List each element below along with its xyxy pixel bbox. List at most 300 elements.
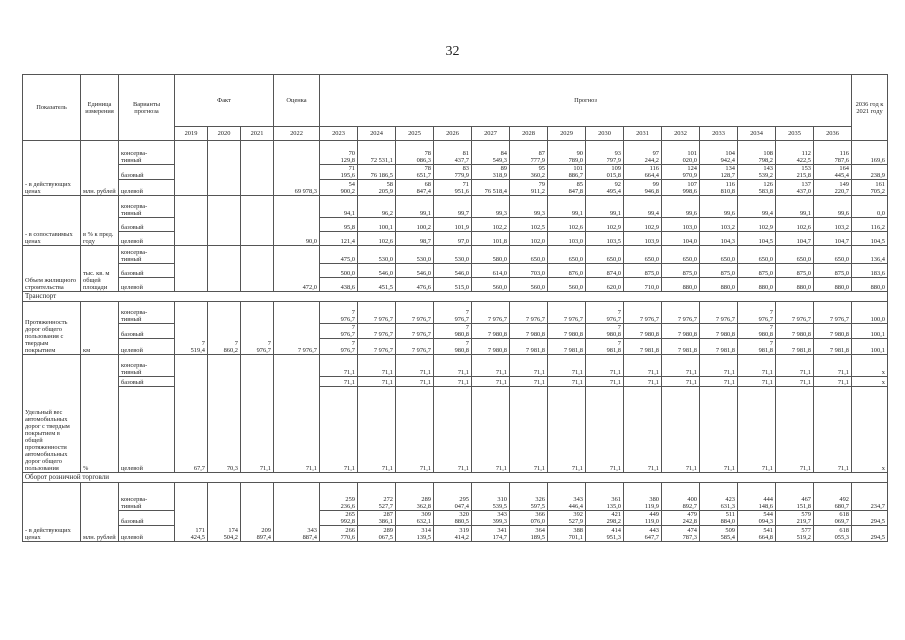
value-cell: 71,1 — [586, 387, 624, 473]
value-cell: 124 970,9 — [662, 165, 700, 180]
value-cell: 238,9 — [852, 165, 888, 180]
value-cell: 7 980,8 — [738, 324, 776, 339]
table-row — [23, 232, 888, 246]
value-cell: 530,0 — [434, 246, 472, 264]
value-cell — [241, 141, 274, 196]
value-cell: 7 980,8 — [624, 324, 662, 339]
value-cell: 560,0 — [472, 278, 510, 292]
value-cell: 7 980,8 — [510, 324, 548, 339]
value-cell: 272 527,7 — [358, 483, 396, 511]
value-cell: 7 976,7 — [320, 324, 358, 339]
value-cell: 7 981,8 — [700, 339, 738, 355]
value-cell: 102,9 — [586, 218, 624, 232]
value-cell: 116,2 — [852, 218, 888, 232]
value-cell: 7 976,7 — [700, 302, 738, 324]
table-row — [23, 355, 888, 377]
value-cell: 7 980,8 — [434, 324, 472, 339]
value-cell: 295 047,4 — [434, 483, 472, 511]
value-cell: 530,0 — [396, 246, 434, 264]
value-cell: 71,1 — [396, 387, 434, 473]
value-cell: 476,6 — [396, 278, 434, 292]
value-cell: 71,1 — [358, 387, 396, 473]
year-header: 2034 — [738, 127, 776, 141]
value-cell: 544 094,3 — [738, 511, 776, 526]
value-cell: 7 976,7 — [358, 302, 396, 324]
value-cell: 95,8 — [320, 218, 358, 232]
value-cell: 71,1 — [274, 355, 320, 473]
value-cell: 67,7 — [175, 355, 208, 473]
value-cell: 71,1 — [434, 377, 472, 387]
value-cell: 71,1 — [434, 387, 472, 473]
value-cell: х — [852, 387, 888, 473]
value-cell: 7 980,8 — [472, 324, 510, 339]
value-cell: 560,0 — [548, 278, 586, 292]
value-cell: 183,6 — [852, 264, 888, 278]
header-estimate: Оценка — [274, 75, 320, 127]
value-cell: х — [852, 377, 888, 387]
value-cell: 99 946,8 — [624, 180, 662, 196]
value-cell: 71,1 — [548, 387, 586, 473]
value-cell: 99,1 — [586, 196, 624, 218]
variant-cell: базовый — [119, 264, 175, 278]
value-cell: 92 495,4 — [586, 180, 624, 196]
value-cell: 444 148,6 — [738, 483, 776, 511]
indicator-cell: Удельный вес автомобильных дорог с твердым покрытием в общей протяженности автомобильных дорог общего пользования — [23, 355, 81, 473]
section-heading: Оборот розничной торговли — [23, 473, 888, 483]
value-cell: 99,6 — [700, 196, 738, 218]
value-cell: 479 242,8 — [662, 511, 700, 526]
variant-cell: целевой — [119, 339, 175, 355]
value-cell: 7 980,8 — [700, 324, 738, 339]
value-cell: 7 981,8 — [776, 339, 814, 355]
value-cell: 102,9 — [738, 218, 776, 232]
value-cell: 620,0 — [586, 278, 624, 292]
value-cell: 149 220,7 — [814, 180, 852, 196]
unit-cell: млн. рублей — [81, 483, 119, 542]
value-cell: 102,6 — [776, 218, 814, 232]
value-cell: 875,0 — [776, 264, 814, 278]
table-row — [23, 246, 888, 264]
value-cell: 259 236,6 — [320, 483, 358, 511]
value-cell: 880,0 — [662, 278, 700, 292]
value-cell: 880,0 — [852, 278, 888, 292]
value-cell: 650,0 — [586, 246, 624, 264]
table-row — [23, 511, 888, 526]
value-cell: 414 951,3 — [586, 526, 624, 542]
variant-cell: консерва- тивный — [119, 141, 175, 165]
value-cell: 103,9 — [624, 232, 662, 246]
value-cell: 104 942,4 — [700, 141, 738, 165]
value-cell: 309 632,1 — [396, 511, 434, 526]
value-cell: 71,1 — [776, 387, 814, 473]
value-cell: 87 777,9 — [510, 141, 548, 165]
value-cell: 108 798,2 — [738, 141, 776, 165]
value-cell: 421 298,2 — [586, 511, 624, 526]
indicator-cell: - в сопоставимых ценах — [23, 196, 81, 246]
value-cell: 880,0 — [738, 278, 776, 292]
value-cell — [208, 141, 241, 196]
value-cell: 7 981,8 — [510, 339, 548, 355]
value-cell: 99,4 — [624, 196, 662, 218]
value-cell: 546,0 — [358, 264, 396, 278]
value-cell: 449 119,0 — [624, 511, 662, 526]
value-cell: 71,1 — [548, 355, 586, 377]
value-cell: 7 976,7 — [358, 324, 396, 339]
value-cell: 7 980,8 — [662, 324, 700, 339]
value-cell: 650,0 — [510, 246, 548, 264]
value-cell: 7 981,8 — [548, 339, 586, 355]
value-cell: 58 205,9 — [358, 180, 396, 196]
year-header: 2035 — [776, 127, 814, 141]
value-cell: 101,9 — [434, 218, 472, 232]
value-cell: 116 664,4 — [624, 165, 662, 180]
value-cell: 71,1 — [472, 355, 510, 377]
value-cell: 71,1 — [624, 377, 662, 387]
value-cell: 7 976,7 — [241, 302, 274, 355]
value-cell: 100,1 — [852, 324, 888, 339]
value-cell: 511 884,0 — [700, 511, 738, 526]
value-cell: 71,1 — [814, 377, 852, 387]
variant-cell: консерва- тивный — [119, 302, 175, 324]
value-cell: 7 976,7 — [396, 302, 434, 324]
value-cell: 102,9 — [624, 218, 662, 232]
value-cell: 71,1 — [700, 377, 738, 387]
value-cell: 99,3 — [510, 196, 548, 218]
value-cell: 541 664,8 — [738, 526, 776, 542]
year-header: 2031 — [624, 127, 662, 141]
value-cell: 875,0 — [624, 264, 662, 278]
value-cell: 443 647,7 — [624, 526, 662, 542]
value-cell: 7 976,7 — [472, 302, 510, 324]
value-cell: 103,2 — [814, 218, 852, 232]
value-cell: х — [852, 355, 888, 377]
value-cell: 54 900,2 — [320, 180, 358, 196]
value-cell: 880,0 — [700, 278, 738, 292]
value-cell: 7 980,8 — [548, 324, 586, 339]
value-cell: 341 174,7 — [472, 526, 510, 542]
value-cell: 136,4 — [852, 246, 888, 264]
value-cell: 7 981,8 — [586, 339, 624, 355]
value-cell: 94,1 — [320, 196, 358, 218]
table-row — [23, 196, 888, 218]
value-cell: 618 055,3 — [814, 526, 852, 542]
value-cell: 71,1 — [472, 377, 510, 387]
value-cell: 71,1 — [510, 377, 548, 387]
value-cell: 472,0 — [274, 246, 320, 292]
value-cell — [241, 246, 274, 292]
value-cell: 71,1 — [510, 355, 548, 377]
value-cell: 100,0 — [852, 302, 888, 324]
value-cell: 71,1 — [662, 387, 700, 473]
value-cell: 7 981,8 — [624, 339, 662, 355]
value-cell: 100,1 — [358, 218, 396, 232]
year-header: 2026 — [434, 127, 472, 141]
value-cell: 99,1 — [548, 196, 586, 218]
header-indicator: Показатель — [23, 75, 81, 141]
value-cell: 7 976,7 — [274, 302, 320, 355]
value-cell: 71,1 — [586, 355, 624, 377]
year-header: 2019 — [175, 127, 208, 141]
value-cell: 71,1 — [396, 355, 434, 377]
table-row — [23, 141, 888, 165]
value-cell: 294,5 — [852, 526, 888, 542]
year-header: 2033 — [700, 127, 738, 141]
value-cell: 100,2 — [396, 218, 434, 232]
value-cell: 7 981,8 — [738, 339, 776, 355]
value-cell: 7 976,7 — [586, 302, 624, 324]
value-cell: 451,5 — [358, 278, 396, 292]
value-cell: 81 437,7 — [434, 141, 472, 165]
variant-cell: базовый — [119, 324, 175, 339]
table-row — [23, 526, 888, 542]
value-cell: 438,6 — [320, 278, 358, 292]
value-cell: 289 067,5 — [358, 526, 396, 542]
value-cell: 474 787,3 — [662, 526, 700, 542]
value-cell: 109 015,8 — [586, 165, 624, 180]
year-header: 2022 — [274, 127, 320, 141]
value-cell: 96,2 — [358, 196, 396, 218]
value-cell: 71,1 — [776, 355, 814, 377]
value-cell: 102,5 — [510, 218, 548, 232]
value-cell: 98,7 — [396, 232, 434, 246]
value-cell: 7 976,7 — [738, 302, 776, 324]
value-cell: 171 424,5 — [175, 483, 208, 542]
value-cell: 7 976,7 — [548, 302, 586, 324]
variant-cell: целевой — [119, 526, 175, 542]
value-cell — [241, 196, 274, 246]
value-cell: 579 219,7 — [776, 511, 814, 526]
header-fact: Факт — [175, 75, 274, 127]
variant-cell: консерва- тивный — [119, 483, 175, 511]
unit-cell: в % к пред. году — [81, 196, 119, 246]
value-cell: 265 992,8 — [320, 511, 358, 526]
value-cell: 314 139,5 — [396, 526, 434, 542]
value-cell: 880,0 — [814, 278, 852, 292]
value-cell: 618 069,7 — [814, 511, 852, 526]
value-cell: 7 976,7 — [814, 302, 852, 324]
value-cell: 99,7 — [434, 196, 472, 218]
table-row — [23, 387, 888, 473]
value-cell: 103,5 — [586, 232, 624, 246]
value-cell: 72 531,1 — [358, 141, 396, 165]
value-cell: 99,3 — [472, 196, 510, 218]
value-cell — [208, 246, 241, 292]
value-cell: 71,1 — [434, 355, 472, 377]
table-row — [23, 278, 888, 292]
year-header: 2021 — [241, 127, 274, 141]
variant-cell: базовый — [119, 165, 175, 180]
value-cell: 71,1 — [586, 377, 624, 387]
value-cell: 7 976,7 — [510, 302, 548, 324]
table-row — [23, 264, 888, 278]
indicator-cell: - в действующих ценах — [23, 141, 81, 196]
value-cell: 99,6 — [814, 196, 852, 218]
value-cell: 116 810,8 — [700, 180, 738, 196]
value-cell: 116 787,6 — [814, 141, 852, 165]
value-cell: 7 976,7 — [662, 302, 700, 324]
value-cell: 874,0 — [586, 264, 624, 278]
value-cell: 71,1 — [738, 355, 776, 377]
variant-cell: базовый — [119, 218, 175, 232]
value-cell: 343 399,3 — [472, 511, 510, 526]
value-cell: 137 437,0 — [776, 180, 814, 196]
value-cell: 174 504,2 — [208, 483, 241, 542]
value-cell: 7 980,8 — [434, 339, 472, 355]
value-cell: 71,1 — [700, 387, 738, 473]
variant-cell: консерва- тивный — [119, 355, 175, 377]
year-header: 2029 — [548, 127, 586, 141]
value-cell: 99,6 — [662, 196, 700, 218]
header-unit: Единица измерения — [81, 75, 119, 141]
value-cell: 310 539,5 — [472, 483, 510, 511]
year-header: 2032 — [662, 127, 700, 141]
table-row — [23, 292, 888, 302]
table-row — [23, 483, 888, 511]
value-cell: 7 980,8 — [776, 324, 814, 339]
value-cell: 97 244,2 — [624, 141, 662, 165]
value-cell: 71,1 — [738, 387, 776, 473]
value-cell: 68 847,4 — [396, 180, 434, 196]
value-cell: 93 797,9 — [586, 141, 624, 165]
value-cell: 99,1 — [396, 196, 434, 218]
table-row — [23, 473, 888, 483]
value-cell: 294,5 — [852, 511, 888, 526]
value-cell: 99,4 — [738, 196, 776, 218]
unit-cell: км — [81, 302, 119, 355]
value-cell: 71,1 — [241, 355, 274, 473]
value-cell: 71,1 — [358, 355, 396, 377]
value-cell: 546,0 — [434, 264, 472, 278]
value-cell: 71,1 — [320, 387, 358, 473]
value-cell: 0,0 — [852, 196, 888, 218]
value-cell: 234,7 — [852, 483, 888, 511]
value-cell: 392 527,9 — [548, 511, 586, 526]
value-cell: 103,0 — [662, 218, 700, 232]
value-cell: 85 847,8 — [548, 180, 586, 196]
indicator-cell: Протяженность дорог общего пользования с твердым покрытием — [23, 302, 81, 355]
table-row — [23, 302, 888, 324]
value-cell: 104,7 — [776, 232, 814, 246]
value-cell: 650,0 — [738, 246, 776, 264]
value-cell: 326 597,5 — [510, 483, 548, 511]
variant-cell: консерва- тивный — [119, 246, 175, 264]
value-cell: 880,0 — [776, 278, 814, 292]
header-variants: Варианты прогноза — [119, 75, 175, 141]
value-cell: 69 978,3 — [274, 141, 320, 196]
unit-cell: % — [81, 355, 119, 473]
value-cell: 423 631,3 — [700, 483, 738, 511]
variant-cell: целевой — [119, 180, 175, 196]
value-cell: 71,1 — [320, 355, 358, 377]
value-cell: 289 362,8 — [396, 483, 434, 511]
value-cell: 121,4 — [320, 232, 358, 246]
value-cell: 102,6 — [548, 218, 586, 232]
value-cell — [175, 246, 208, 292]
value-cell: 103,0 — [548, 232, 586, 246]
value-cell: 71,1 — [548, 377, 586, 387]
value-cell: 875,0 — [814, 264, 852, 278]
header-forecast: Прогноз — [320, 75, 852, 127]
value-cell: 89 318,9 — [472, 165, 510, 180]
value-cell: 7 860,2 — [208, 302, 241, 355]
value-cell: 388 701,1 — [548, 526, 586, 542]
value-cell: 361 135,0 — [586, 483, 624, 511]
value-cell: 500,0 — [320, 264, 358, 278]
value-cell: 104,5 — [852, 232, 888, 246]
value-cell: 7 976,7 — [396, 324, 434, 339]
year-header: 2028 — [510, 127, 548, 141]
value-cell: 100,1 — [852, 339, 888, 355]
value-cell: 546,0 — [396, 264, 434, 278]
value-cell: 7 976,7 — [624, 302, 662, 324]
value-cell: 7 976,7 — [396, 339, 434, 355]
value-cell: 364 189,5 — [510, 526, 548, 542]
value-cell: 7 981,8 — [814, 339, 852, 355]
value-cell: 209 897,4 — [241, 483, 274, 542]
value-cell: 287 386,1 — [358, 511, 396, 526]
table-row — [23, 218, 888, 232]
value-cell: 71 951,6 — [434, 180, 472, 196]
indicator-cell: Объем жилищного строительства — [23, 246, 81, 292]
variant-cell: базовый — [119, 511, 175, 526]
value-cell: 76 518,4 — [472, 180, 510, 196]
forecast-table — [22, 74, 888, 542]
value-cell: 71,1 — [662, 355, 700, 377]
value-cell — [175, 196, 208, 246]
value-cell: 875,0 — [662, 264, 700, 278]
value-cell: 112 422,5 — [776, 141, 814, 165]
value-cell: 71,1 — [814, 387, 852, 473]
value-cell: 71,1 — [624, 387, 662, 473]
value-cell: 99,1 — [776, 196, 814, 218]
value-cell: 319 414,2 — [434, 526, 472, 542]
value-cell: 101 886,7 — [548, 165, 586, 180]
value-cell: 164 445,4 — [814, 165, 852, 180]
value-cell: 134 128,7 — [700, 165, 738, 180]
value-cell: 70,3 — [208, 355, 241, 473]
value-cell: 90,0 — [274, 196, 320, 246]
value-cell: 101,8 — [472, 232, 510, 246]
value-cell: 102,6 — [358, 232, 396, 246]
value-cell: 7 981,8 — [662, 339, 700, 355]
unit-cell: млн. рублей — [81, 141, 119, 196]
year-header: 2036 — [814, 127, 852, 141]
value-cell: 650,0 — [814, 246, 852, 264]
value-cell: 7 519,4 — [175, 302, 208, 355]
value-cell: 104,5 — [738, 232, 776, 246]
year-header: 2027 — [472, 127, 510, 141]
value-cell: 71,1 — [396, 377, 434, 387]
value-cell: 475,0 — [320, 246, 358, 264]
value-cell: 343 446,4 — [548, 483, 586, 511]
value-cell: 650,0 — [700, 246, 738, 264]
value-cell: 161 705,2 — [852, 180, 888, 196]
value-cell: 169,6 — [852, 141, 888, 165]
value-cell: 266 770,6 — [320, 526, 358, 542]
year-header: 2023 — [320, 127, 358, 141]
value-cell: 71,1 — [814, 355, 852, 377]
value-cell: 7 976,7 — [358, 339, 396, 355]
year-header: 2030 — [586, 127, 624, 141]
value-cell: 7 976,7 — [320, 302, 358, 324]
value-cell: 650,0 — [548, 246, 586, 264]
table-row — [23, 180, 888, 196]
value-cell: 71,1 — [738, 377, 776, 387]
value-cell: 71,1 — [510, 387, 548, 473]
table-row — [23, 165, 888, 180]
value-cell: 84 549,3 — [472, 141, 510, 165]
value-cell: 7 976,7 — [320, 339, 358, 355]
